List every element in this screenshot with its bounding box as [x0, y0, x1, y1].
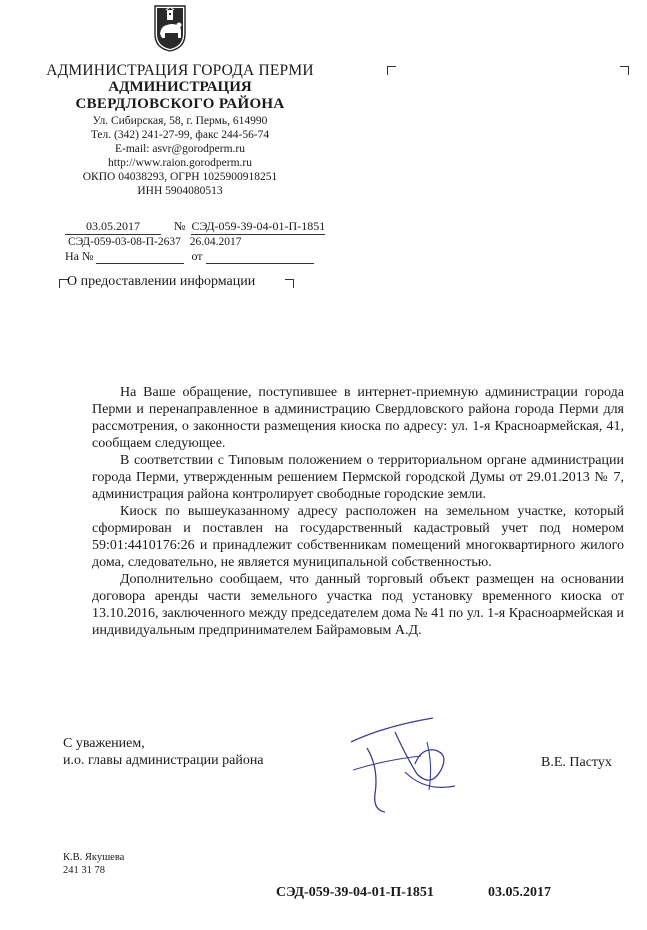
footer-doc-number: СЭД-059-39-04-01-П-1851	[276, 885, 434, 900]
outgoing-date: 03.05.2017	[65, 219, 161, 235]
paragraph-2: В соответствии с Типовым положением о территориальном органе администрации города Перми, утвержденным решением Пермской городской Думы от 29.01.2013 № 7, администрация района контролирует свободные городские земли.	[92, 453, 624, 502]
phone-line: Тел. (342) 241-27-99, факс 244-56-74	[90, 129, 270, 141]
paragraph-4: Дополнительно сообщаем, что данный торговый объект размещен на основании договора аренды части земельного участка под установку временного киоска от 13.10.2016, заключенного между председателем дома № 41 по ул. 1-я Красноармейская и индивидуальным предпринимателем Байрамовым А.Д.	[92, 572, 624, 638]
paragraph-3: Киоск по вышеуказанному адресу расположен на земельном участке, который сформирован и поставлен на государственный кадастровый учет под номером 59:01:4410176:26 и принадлежит собственникам помещений многоквартирного жилого дома, следовательно, не является муниципальной собственностью.	[92, 504, 624, 570]
paragraph-1: На Ваше обращение, поступившее в интернет-приемную администрации города Перми и перенаправленное в администрацию Свердловского района города Перми для рассмотрения, о законности размещения киоска по адресу: ул. 1-я Красноармейская, 41, сообщаем следующее.	[92, 385, 624, 451]
number-sign: №	[174, 219, 186, 233]
regards-text: С уважением,	[63, 736, 145, 751]
inn-line: ИНН 5904080513	[137, 185, 223, 197]
addressee-corner-left	[387, 66, 396, 75]
addressee-corner-right	[620, 66, 629, 75]
na-blank	[96, 251, 184, 264]
ot-blank	[206, 251, 314, 264]
incoming-number: СЭД-059-03-08-П-2637	[68, 236, 181, 248]
body-text	[92, 384, 624, 639]
outgoing-number: СЭД-059-39-04-01-П-1851	[191, 219, 326, 233]
district-name: СВЕРДЛОВСКОГО РАЙОНА	[75, 96, 285, 112]
ot-label: от	[191, 249, 203, 263]
outgoing-reference	[65, 219, 325, 235]
executor-phone: 241 31 78	[63, 865, 105, 876]
na-label: На №	[65, 249, 94, 263]
website-line: http://www.raion.gorodperm.ru	[108, 157, 252, 169]
incoming-reference	[68, 236, 241, 248]
organization-city-name: АДМИНИСТРАЦИЯ ГОРОДА ПЕРМИ	[46, 62, 314, 79]
footer-date: 03.05.2017	[488, 885, 551, 900]
okpo-ogrn-line: ОКПО 04038293, ОГРН 1025900918251	[82, 171, 278, 183]
subject-line: О предоставлении информации	[67, 274, 256, 289]
subject-corner-right	[285, 279, 294, 288]
email-line: E-mail: asvr@gorodperm.ru	[114, 143, 246, 155]
executor-name: К.В. Якушева	[63, 852, 125, 863]
signer-position: и.о. главы администрации района	[63, 753, 264, 768]
coat-of-arms-emblem	[153, 4, 187, 52]
address-line: Ул. Сибирская, 58, г. Пермь, 614990	[92, 115, 268, 127]
na-ot-row	[65, 249, 314, 264]
handwritten-signature	[345, 712, 465, 816]
signer-name: В.Е. Пастух	[541, 755, 612, 770]
incoming-date: 26.04.2017	[189, 236, 242, 248]
organization-title: АДМИНИСТРАЦИЯ	[108, 79, 252, 95]
